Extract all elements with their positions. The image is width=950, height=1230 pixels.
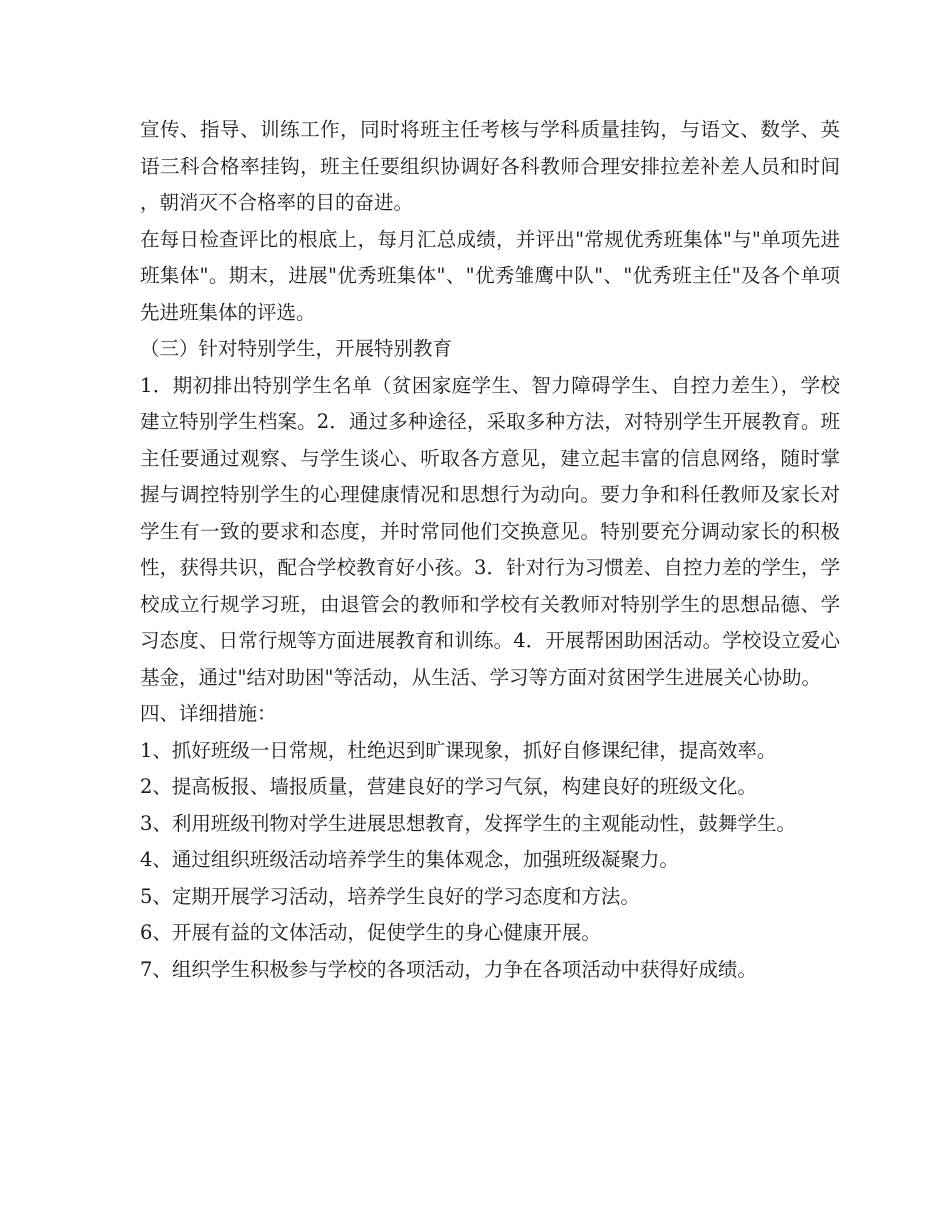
paragraph-publicity-guidance: 宣传、指导、训练工作，同时将班主任考核与学科质量挂钩，与语文、数学、英语三科合格率挂钩，班主任要组织协调好各科教师合理安排拉差补差人员和时间，朝消灭不合格率的目的奋进。 <box>140 118 840 214</box>
list-item-measure-3: 3、利用班级刊物对学生进展思想教育，发挥学生的主观能动性，鼓舞学生。 <box>140 811 796 835</box>
list-item-measure-1: 1、抓好班级一日常规，杜绝迟到旷课现象，抓好自修课纪律，提高效率。 <box>140 738 777 762</box>
list-item-measure-5: 5、定期开展学习活动，培养学生良好的学习态度和方法。 <box>140 884 640 908</box>
paragraph-special-students-measures: 1．期初排出特别学生名单（贫困家庭学生、智力障碍学生、自控力差生），学校建立特别学生档案。2．通过多种途径，采取多种方法，对特别学生开展教育。班主任要通过观察、与学生谈心、听取各方意见，建立起丰富的信息网络，随时掌握与调控特别学生的心理健康情况和思想行为动向。要力争和科任教师及家长对学生有一致的要求和态度，并时常同他们交换意见。特别要充分调动家长的积极性，获得共识，配合学校教育好小孩。3．针对行为习惯差、自控力差的学生，学校成立行规学习班，由退管会的教师和学校有关教师对特别学生的思想品德、学习态度、日常行规等方面进展教育和训练。4．开展帮困助困活动。学校设立爱心基金，通过"结对助困"等活动，从生活、学习等方面对贫困学生进展关心协助。 <box>140 373 840 689</box>
paragraph-monthly-evaluation: 在每日检查评比的根底上，每月汇总成绩，并评出"常规优秀班集体"与"单项先进班集体"。期末，进展"优秀班集体"、"优秀雏鹰中队"、"优秀班主任"及各个单项先进班集体的评选。 <box>140 227 840 324</box>
list-item-measure-7: 7、组织学生积极参与学校的各项活动，力争在各项活动中获得好成绩。 <box>140 957 757 981</box>
document-body <box>140 112 840 988</box>
list-item-measure-6: 6、开展有益的文体活动，促使学生的身心健康开展。 <box>140 921 601 944</box>
list-item-measure-2: 2、提高板报、墙报质量，营建良好的学习气氛，构建良好的班级文化。 <box>140 775 757 798</box>
section-heading-special-students: （三）针对特别学生，开展特别教育 <box>140 337 453 360</box>
section-heading-detailed-measures: 四、详细措施： <box>140 702 277 725</box>
list-item-measure-4: 4、通过组织班级活动培养学生的集体观念，加强班级凝聚力。 <box>140 848 679 871</box>
